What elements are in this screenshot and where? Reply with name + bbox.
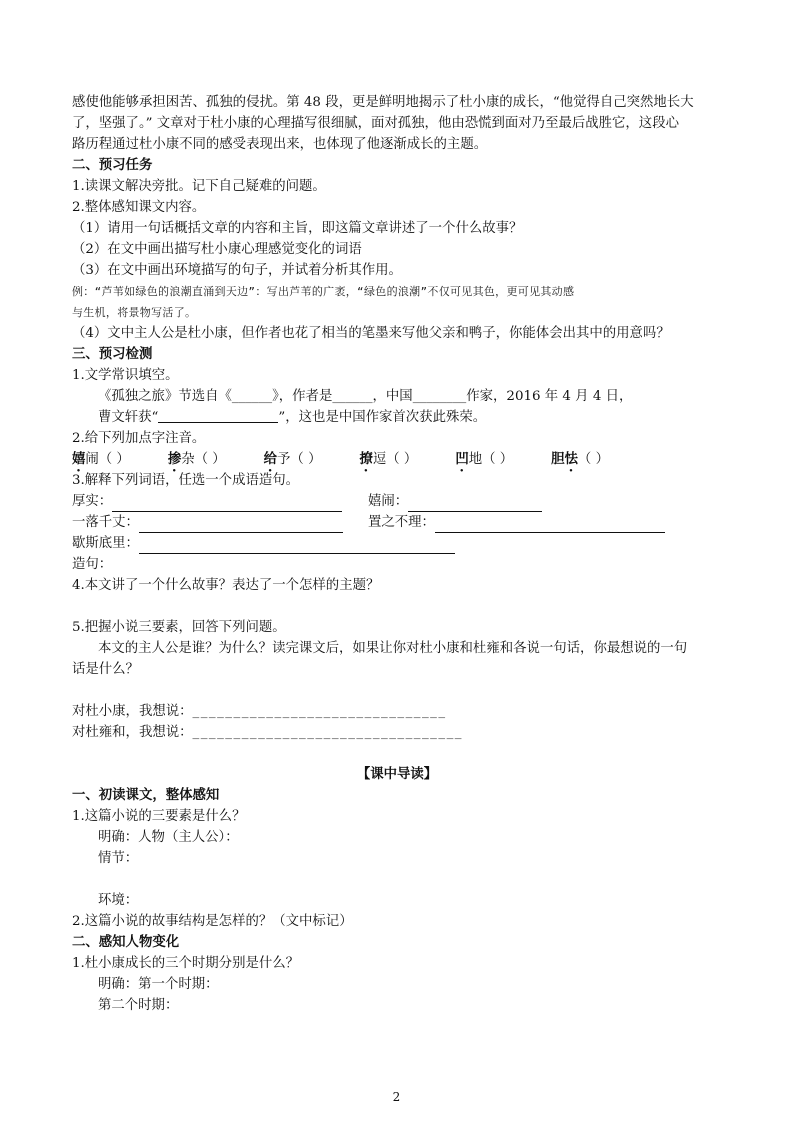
vocab-row-2 [72, 512, 722, 533]
check-item-3: 3.解释下列词语，任选一个成语造句。 [72, 473, 300, 488]
check-item-2: 2.给下列加点字注音。 [72, 431, 206, 446]
vocab-label-yiluoqianzhang: 一落千丈： [72, 515, 139, 530]
check-item-5-question-line-1: 本文的主人公是谁？为什么？读完课文后，如果让你对杜小康和杜雍和各说一句话，你最想说的一句 [98, 641, 688, 656]
fill-text-e: 曹文轩获“ [98, 410, 159, 425]
check-item-1: 1.文学常识填空。 [72, 368, 179, 383]
fill-blank-award[interactable] [158, 408, 278, 423]
pinyin-item [455, 449, 513, 475]
vocab-blank-xiesidili[interactable] [139, 539, 455, 554]
pinyin-dotted-char: 掺 [167, 452, 182, 467]
intro-line-3: 路历程通过杜小康不同的感受表现出来，也体现了他逐渐成长的主题。 [72, 137, 488, 152]
task-question-4: （4）文中主人公是杜小康，但作者也花了相当的笔墨来写他父亲和鸭子，你能体会出其中的用意吗？ [72, 326, 670, 341]
vocab-label-houshi: 厚实： [72, 494, 113, 509]
vocab-label-xinao: 嬉闹： [368, 494, 409, 509]
pinyin-answer-slot[interactable]: 逗（ ） [372, 452, 418, 467]
fill-blank-book[interactable]: ______ [231, 389, 273, 404]
guide-answer-people: 明确：人物（主人公）： [98, 830, 239, 845]
guide-answer-plot: 情节： [98, 851, 139, 866]
guide-heading-2: 二、感知人物变化 [72, 935, 180, 950]
vocab-blank-xinao[interactable] [408, 497, 542, 512]
fill-text-a: 《孤独之旅》节选自《 [98, 389, 232, 404]
say-to-du-yonghe [72, 722, 722, 743]
task-question-3: （3）在文中画出环境描写的句子，并试着分析其作用。 [72, 263, 402, 278]
pinyin-answer-slot[interactable]: 予（ ） [277, 452, 322, 467]
guide-title: 【课中导读】 [356, 767, 438, 782]
vocab-blank-zhizhibuli[interactable] [435, 518, 665, 533]
pinyin-word-part: 胆 [551, 452, 565, 467]
vocab-blank-houshi[interactable] [112, 497, 342, 512]
fill-text-d: 作家，2016 年 4 月 4 日， [466, 389, 633, 404]
answer-space [72, 869, 722, 890]
say-label-xiaokang: 对杜小康，我想说： [72, 704, 193, 719]
check-item-5-question-line-2: 话是什么？ [72, 662, 139, 677]
guide-period-2: 第二个时期： [98, 998, 179, 1013]
fill-blank-genre[interactable]: ________ [412, 389, 467, 404]
task-item-2: 2.整体感知课文内容。 [72, 200, 206, 215]
vocab-label-zhizhibuli: 置之不理： [368, 515, 435, 530]
answer-space [72, 680, 722, 701]
pinyin-dotted-char: 撩 [359, 452, 373, 467]
section-spacer [72, 743, 722, 764]
page-number: 2 [392, 1090, 401, 1104]
fill-text-c: ，中国 [372, 389, 413, 404]
pinyin-dotted-char: 嬉 [72, 452, 86, 467]
vocab-row-3 [72, 533, 722, 554]
say-blank-xiaokang[interactable]: _______________________________ [192, 704, 447, 719]
say-blank-yonghe[interactable]: _________________________________ [192, 725, 463, 740]
section-heading-preview-tasks: 二、预习任务 [72, 158, 153, 173]
pinyin-answer-slot[interactable]: 闹（ ） [85, 452, 130, 467]
pinyin-dotted-char: 凹 [455, 452, 469, 467]
pinyin-row [72, 449, 722, 470]
guide-question-2: 2.这篇小说的故事结构是怎样的？（文中标记） [72, 914, 353, 929]
guide-answer-environment: 环境： [98, 893, 139, 908]
intro-line-1: 感使他能够承担困苦、孤独的侵扰。第 48 段，更是鲜明地揭示了杜小康的成长，“他觉得自己突然地长大 [72, 95, 694, 110]
vocab-blank-yiluoqianzhang[interactable] [139, 518, 343, 533]
guide-period-1: 明确：第一个时期： [98, 977, 219, 992]
pinyin-item [359, 449, 417, 475]
example-line-1: 例：“芦苇如绿色的浪潮直涌到天边”：写出芦苇的广袤，“绿色的浪潮”不仅可见其色，更可见其动感 [72, 285, 575, 298]
fill-text-f: ”，这也是中国作家首次获此殊荣。 [278, 410, 487, 425]
example-line-2: 与生机，将景物写活了。 [72, 306, 197, 319]
pinyin-answer-slot[interactable]: 杂（ ） [181, 452, 226, 467]
task-item-1: 1.读课文解决旁批。记下自己疑难的问题。 [72, 179, 326, 194]
vocab-row-1 [72, 491, 722, 512]
check-item-4: 4.本文讲了一个什么故事？表达了一个怎样的主题？ [72, 578, 380, 593]
task-question-1: （1）请用一句话概括文章的内容和主旨，即这篇文章讲述了一个什么故事？ [72, 221, 523, 236]
vocab-label-xiesidili: 歇斯底里： [72, 536, 139, 551]
guide-heading-1: 一、初读课文，整体感知 [72, 788, 220, 803]
pinyin-dotted-char: 给 [263, 452, 278, 467]
intro-line-2: 了，坚强了。” 文章对于杜小康的心理描写很细腻，面对孤独，他由恐慌到面对乃至最后战胜它，这段心 [72, 116, 679, 131]
pinyin-answer-slot[interactable]: （ ） [577, 452, 609, 467]
sentence-label: 造句： [72, 557, 113, 572]
document-page [72, 92, 722, 1016]
say-to-du-xiaokang [72, 701, 722, 722]
pinyin-item [551, 449, 609, 475]
task-question-2: （2）在文中画出描写杜小康心理感觉变化的词语 [72, 242, 362, 257]
answer-space [72, 596, 722, 617]
pinyin-answer-slot[interactable]: 地（ ） [468, 452, 514, 467]
guide-question-3: 1.杜小康成长的三个时期分别是什么？ [72, 956, 300, 971]
fill-text-b: 》，作者是 [272, 389, 333, 404]
literature-fill-line-2 [72, 407, 722, 428]
section-heading-preview-check: 三、预习检测 [72, 347, 153, 362]
guide-question-1: 1.这篇小说的三要素是什么？ [72, 809, 246, 824]
fill-blank-author[interactable]: ______ [332, 389, 373, 404]
pinyin-dotted-char: 怯 [564, 452, 578, 467]
check-item-5: 5.把握小说三要素，回答下列问题。 [72, 620, 286, 635]
literature-fill-line-1 [72, 386, 722, 407]
say-label-yonghe: 对杜雍和，我想说： [72, 725, 193, 740]
